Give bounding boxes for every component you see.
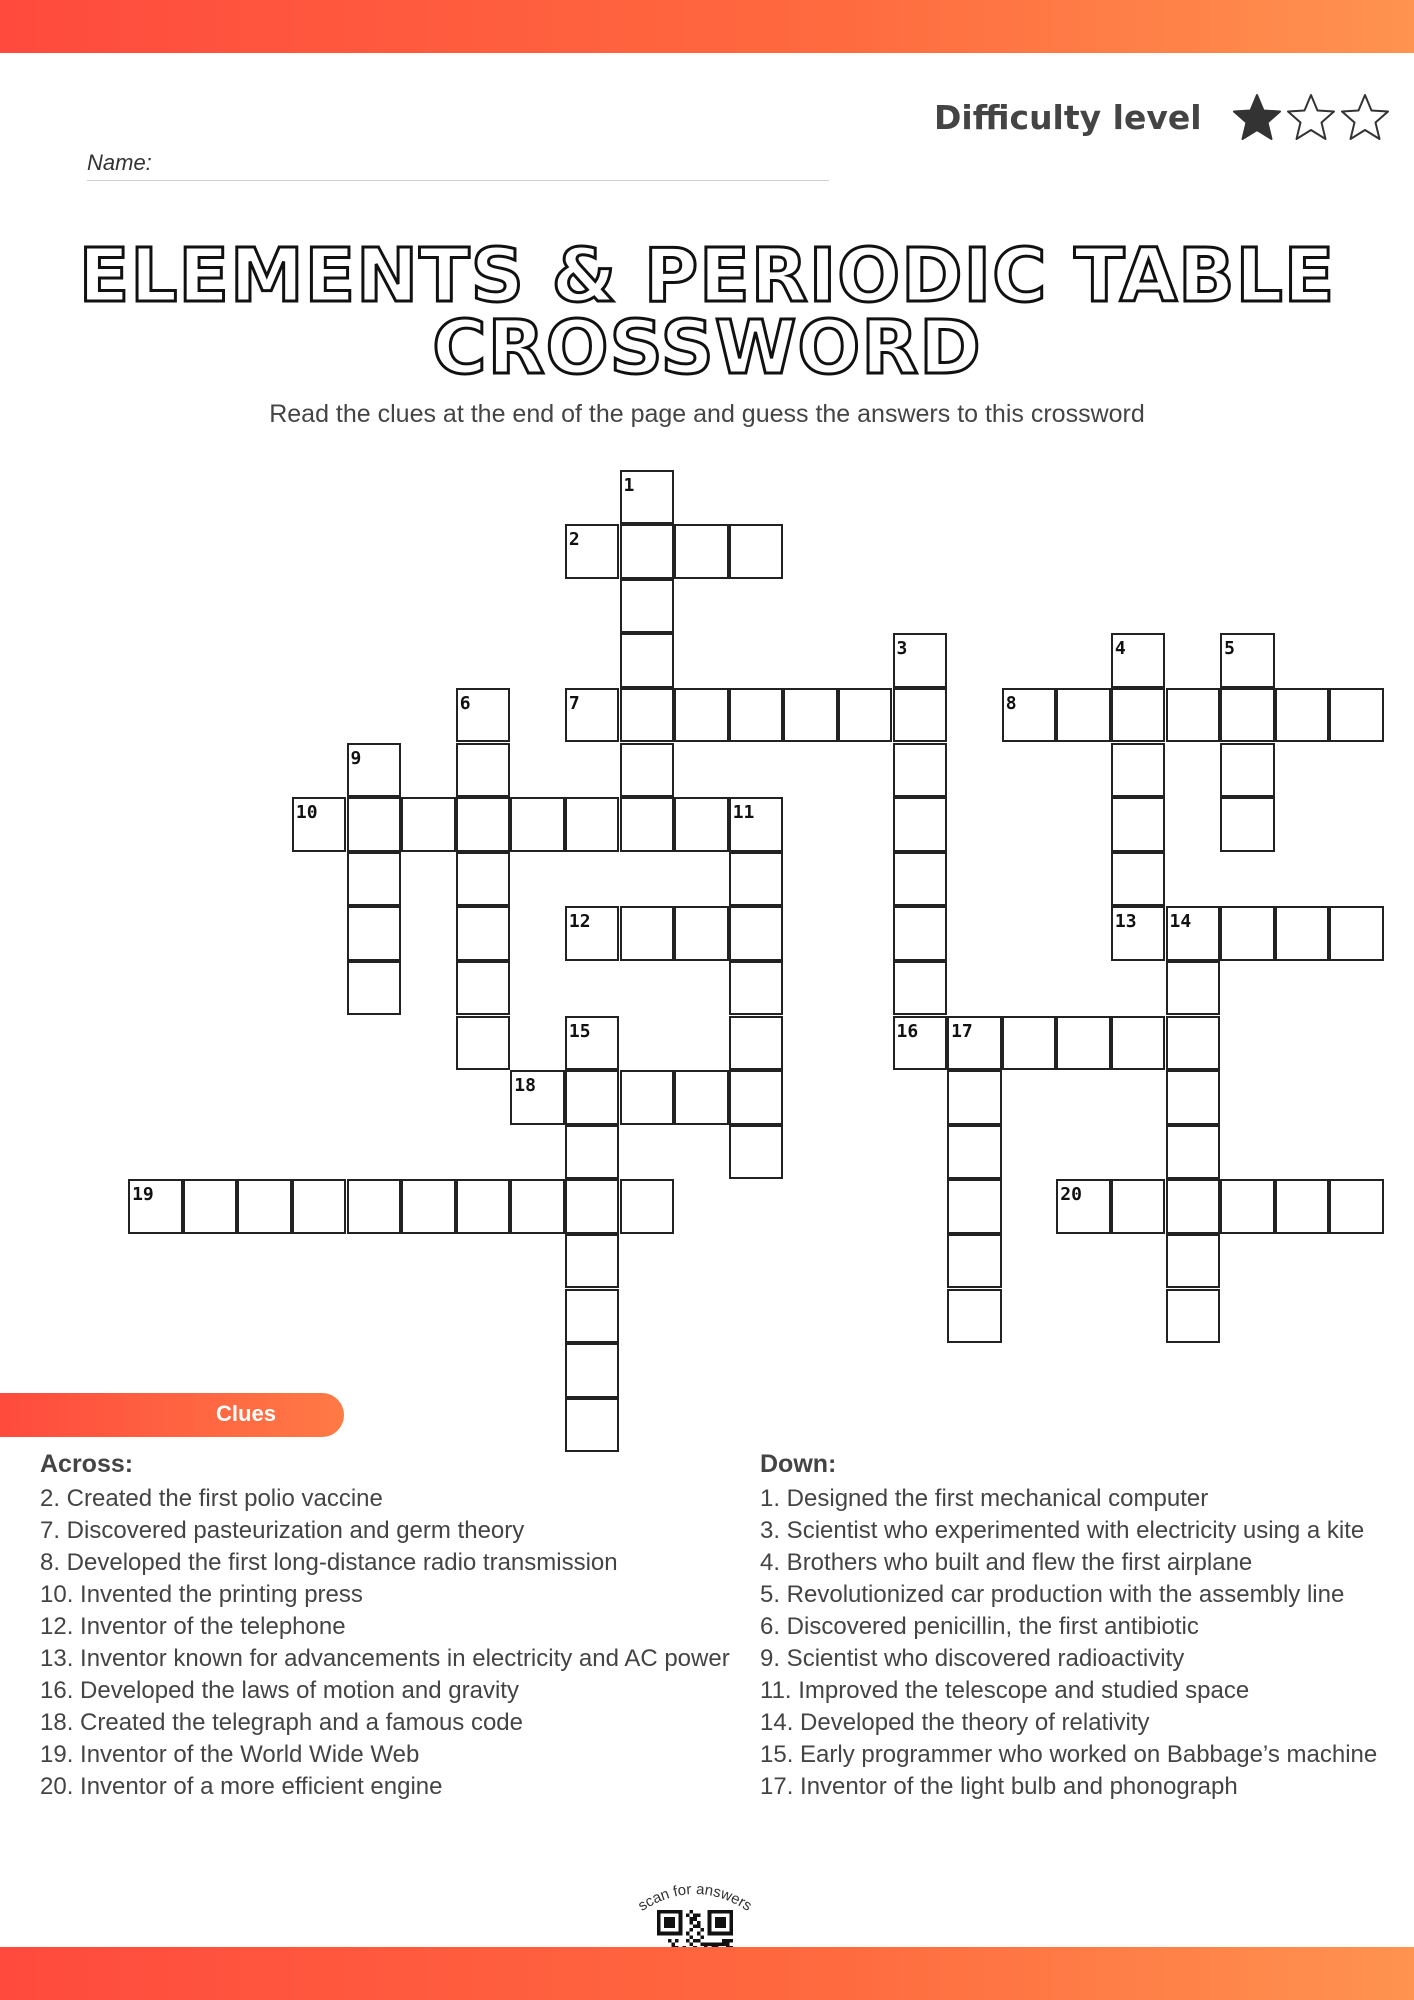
qr-caption <box>632 1880 758 1914</box>
crossword-cell[interactable] <box>1220 633 1275 688</box>
down-clue: 5. Revolutionized car production with the assembly line <box>760 1581 1345 1608</box>
crossword-cell[interactable] <box>510 1179 565 1234</box>
crossword-cell[interactable] <box>947 1289 1002 1344</box>
crossword-cell[interactable] <box>1275 688 1330 743</box>
crossword-cell[interactable] <box>1166 1016 1221 1071</box>
crossword-cell[interactable] <box>1166 1179 1221 1234</box>
across-clue: 13. Inventor known for advancements in electricity and AC power <box>40 1645 730 1672</box>
crossword-cell[interactable] <box>1329 906 1384 961</box>
crossword-cell[interactable] <box>729 797 784 852</box>
crossword-cell[interactable] <box>456 1016 511 1071</box>
crossword-cell[interactable] <box>1111 633 1166 688</box>
crossword-cell[interactable] <box>1275 1179 1330 1234</box>
crossword-cell[interactable] <box>565 1125 620 1180</box>
crossword-cell[interactable] <box>947 1179 1002 1234</box>
crossword-cell[interactable] <box>1166 688 1221 743</box>
clue-number: 17 <box>951 1020 973 1042</box>
across-clue: 16. Developed the laws of motion and gravity <box>40 1677 519 1704</box>
across-clue: 19. Inventor of the World Wide Web <box>40 1741 420 1768</box>
crossword-cell[interactable] <box>1166 1070 1221 1125</box>
crossword-cell[interactable] <box>565 1179 620 1234</box>
crossword-cell[interactable] <box>729 1016 784 1071</box>
down-clue-list <box>760 1483 1400 1803</box>
clue-number: 6 <box>459 692 471 714</box>
crossword-cell[interactable] <box>947 1234 1002 1289</box>
crossword-cell[interactable] <box>1329 688 1384 743</box>
across-clue: 10. Invented the printing press <box>40 1581 363 1608</box>
crossword-cell[interactable] <box>674 906 729 961</box>
crossword-cell[interactable] <box>620 579 675 634</box>
crossword-cell[interactable] <box>620 743 675 798</box>
down-clue: 6. Discovered penicillin, the first antibiotic <box>760 1613 1199 1640</box>
crossword-cell[interactable] <box>1002 688 1057 743</box>
crossword-cell[interactable] <box>620 688 675 743</box>
clue-number: 7 <box>568 692 580 714</box>
qr-caption-text: scan for answers <box>635 1880 755 1914</box>
crossword-cell[interactable] <box>893 852 948 907</box>
crossword-cell[interactable] <box>674 1070 729 1125</box>
clue-number: 9 <box>350 747 362 769</box>
clue-number: 18 <box>514 1075 536 1097</box>
crossword-cell[interactable] <box>456 797 511 852</box>
across-heading: Across: <box>40 1450 134 1478</box>
across-clue: 12. Inventor of the telephone <box>40 1613 346 1640</box>
crossword-cell[interactable] <box>893 961 948 1016</box>
crossword-cell[interactable] <box>347 961 402 1016</box>
crossword-cell[interactable] <box>1002 1016 1057 1071</box>
clue-number: 12 <box>568 911 591 933</box>
instructions: Read the clues at the end of the page and guess the answers to this crossword <box>269 400 1145 428</box>
crossword-cell[interactable] <box>674 797 729 852</box>
clue-number: 5 <box>1224 638 1235 660</box>
clue-number: 4 <box>1114 638 1126 660</box>
crossword-cell[interactable] <box>1056 688 1111 743</box>
crossword-cell[interactable] <box>347 852 402 907</box>
down-clue: 14. Developed the theory of relativity <box>760 1709 1150 1736</box>
crossword-cell[interactable] <box>128 1179 183 1234</box>
bottom-banner <box>0 1947 1414 2000</box>
clue-number: 1 <box>623 474 635 496</box>
title-line-1: ELEMENTS & PERIODIC TABLE <box>78 233 1336 319</box>
name-field[interactable] <box>87 150 829 181</box>
crossword-cell[interactable] <box>1111 688 1166 743</box>
across-clue: 7. Discovered pasteurization and germ theory <box>40 1517 525 1544</box>
crossword-cell[interactable] <box>237 1179 292 1234</box>
crossword-cell[interactable] <box>565 1343 620 1398</box>
across-clue: 2. Created the first polio vaccine <box>40 1485 383 1512</box>
page-title <box>0 233 1414 391</box>
crossword-cell[interactable] <box>1111 852 1166 907</box>
down-clue: 9. Scientist who discovered radioactivity <box>760 1645 1185 1672</box>
crossword-cell[interactable] <box>565 906 620 961</box>
clue-number: 19 <box>132 1184 154 1206</box>
crossword-cell[interactable] <box>1056 1016 1111 1071</box>
clue-number: 16 <box>896 1020 919 1042</box>
crossword-cell[interactable] <box>947 1016 1002 1071</box>
crossword-cell[interactable] <box>1220 688 1275 743</box>
title-line-2: CROSSWORD <box>432 305 982 391</box>
crossword-cell[interactable] <box>565 524 620 579</box>
crossword-cell[interactable] <box>947 1125 1002 1180</box>
down-clue: 4. Brothers who built and flew the first airplane <box>760 1549 1253 1576</box>
crossword-cell[interactable] <box>620 470 675 525</box>
crossword-cell[interactable] <box>401 797 456 852</box>
crossword-cell[interactable] <box>1220 1179 1275 1234</box>
star-empty-icon <box>1286 92 1336 142</box>
crossword-cell[interactable] <box>729 688 784 743</box>
clue-number: 13 <box>1114 911 1137 933</box>
crossword-cell[interactable] <box>893 906 948 961</box>
down-clues <box>760 1450 1400 1803</box>
crossword-cell[interactable] <box>893 688 948 743</box>
clue-number: 11 <box>732 802 755 824</box>
crossword-cell[interactable] <box>1220 906 1275 961</box>
difficulty-label: Difficulty level <box>934 97 1202 137</box>
crossword-cell[interactable] <box>510 797 565 852</box>
crossword-cell[interactable] <box>292 797 347 852</box>
crossword-cell[interactable] <box>401 1179 456 1234</box>
crossword-cell[interactable] <box>729 1125 784 1180</box>
crossword-cell[interactable] <box>456 906 511 961</box>
clue-number: 14 <box>1169 911 1192 933</box>
crossword-cell[interactable] <box>292 1179 347 1234</box>
crossword-cell[interactable] <box>456 1179 511 1234</box>
crossword-cell[interactable] <box>565 1398 620 1453</box>
clue-number: 15 <box>568 1020 591 1042</box>
crossword-cell[interactable] <box>620 633 675 688</box>
crossword-cell[interactable] <box>729 852 784 907</box>
crossword-cell[interactable] <box>1220 743 1275 798</box>
crossword-cell[interactable] <box>1220 797 1275 852</box>
crossword-cell[interactable] <box>456 961 511 1016</box>
crossword-cell[interactable] <box>1275 906 1330 961</box>
crossword-cell[interactable] <box>893 743 948 798</box>
crossword-cell[interactable] <box>347 1179 402 1234</box>
name-label: Name: <box>87 150 152 175</box>
crossword-cell[interactable] <box>565 1234 620 1289</box>
crossword-cell[interactable] <box>729 524 784 579</box>
down-heading: Down: <box>760 1450 837 1478</box>
crossword-cell[interactable] <box>1166 1125 1221 1180</box>
crossword-cell[interactable] <box>565 1289 620 1344</box>
crossword-cell[interactable] <box>1111 906 1166 961</box>
down-clue: 11. Improved the telescope and studied space <box>760 1677 1250 1704</box>
clue-number: 2 <box>568 529 580 551</box>
down-clue: 3. Scientist who experimented with electricity using a kite <box>760 1517 1365 1544</box>
crossword-cell[interactable] <box>347 743 402 798</box>
crossword-cell[interactable] <box>565 1070 620 1125</box>
crossword-cell[interactable] <box>347 906 402 961</box>
clue-number: 3 <box>896 638 908 660</box>
clue-number: 10 <box>295 802 318 824</box>
star-filled-icon <box>1232 92 1282 142</box>
across-clue: 20. Inventor of a more efficient engine <box>40 1773 443 1800</box>
down-clue: 1. Designed the first mechanical computer <box>760 1485 1209 1512</box>
crossword-cell[interactable] <box>783 688 838 743</box>
across-clue: 18. Created the telegraph and a famous code <box>40 1709 523 1736</box>
clue-number: 8 <box>1005 692 1017 714</box>
crossword-cell[interactable] <box>183 1179 238 1234</box>
crossword-cell[interactable] <box>674 688 729 743</box>
across-clue-list <box>40 1483 740 1803</box>
clues-tab-label: Clues <box>216 1401 276 1426</box>
crossword-cell[interactable] <box>674 524 729 579</box>
crossword-cell[interactable] <box>1166 906 1221 961</box>
crossword-cell[interactable] <box>510 1070 565 1125</box>
down-clue: 15. Early programmer who worked on Babbage’s machine <box>760 1741 1378 1768</box>
crossword-cell[interactable] <box>347 797 402 852</box>
crossword-cell[interactable] <box>620 1070 675 1125</box>
top-banner <box>0 0 1414 53</box>
crossword-cell[interactable] <box>893 633 948 688</box>
crossword-cell[interactable] <box>1111 797 1166 852</box>
crossword-cell[interactable] <box>620 906 675 961</box>
crossword-cell[interactable] <box>620 524 675 579</box>
crossword-cell[interactable] <box>729 906 784 961</box>
difficulty-stars <box>1232 92 1390 142</box>
crossword-cell[interactable] <box>729 1070 784 1125</box>
crossword-cell[interactable] <box>729 961 784 1016</box>
clue-number: 20 <box>1060 1184 1082 1206</box>
across-clues <box>40 1450 740 1803</box>
crossword-cell[interactable] <box>1166 961 1221 1016</box>
crossword-cell[interactable] <box>1111 743 1166 798</box>
down-clue: 17. Inventor of the light bulb and phonograph <box>760 1773 1238 1800</box>
crossword-cell[interactable] <box>947 1070 1002 1125</box>
crossword-cell[interactable] <box>620 797 675 852</box>
crossword-cell[interactable] <box>1056 1179 1111 1234</box>
crossword-cell[interactable] <box>565 797 620 852</box>
crossword-cell[interactable] <box>456 852 511 907</box>
crossword-cell[interactable] <box>565 688 620 743</box>
crossword-cell[interactable] <box>893 797 948 852</box>
crossword-cell[interactable] <box>1111 1016 1166 1071</box>
crossword-cell[interactable] <box>1329 1179 1384 1234</box>
crossword-cell[interactable] <box>893 1016 948 1071</box>
crossword-cell[interactable] <box>456 688 511 743</box>
crossword-cell[interactable] <box>838 688 893 743</box>
difficulty-rating <box>934 92 1390 142</box>
crossword-cell[interactable] <box>1166 1234 1221 1289</box>
crossword-cell[interactable] <box>1166 1289 1221 1344</box>
star-empty-icon <box>1340 92 1390 142</box>
crossword-cell[interactable] <box>565 1016 620 1071</box>
across-clue: 8. Developed the first long-distance radio transmission <box>40 1549 618 1576</box>
crossword-cell[interactable] <box>1111 1179 1166 1234</box>
crossword-cell[interactable] <box>620 1179 675 1234</box>
crossword-cell[interactable] <box>456 743 511 798</box>
